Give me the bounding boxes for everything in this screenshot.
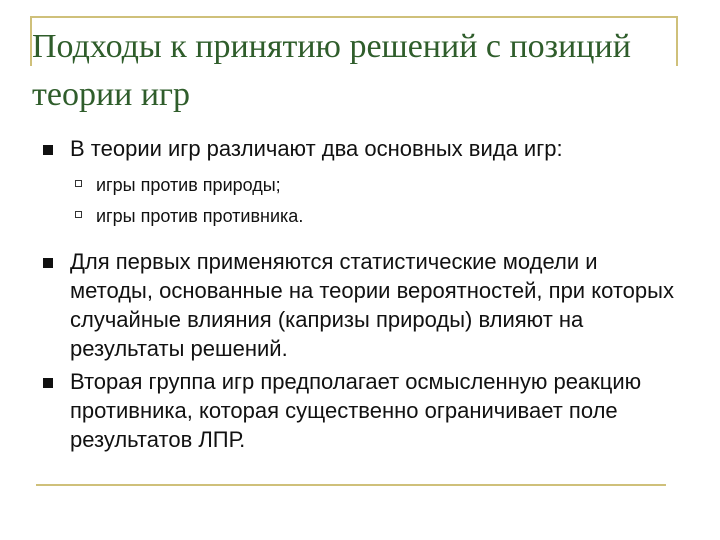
sub-bullet-text: игры против противника.	[96, 206, 304, 226]
bullet-text: Для первых применяются статистические модели и методы, основанные на теории вероятностей, при которых случайные влияния (капризы природы) влияют на результаты решений.	[70, 249, 674, 361]
square-bullet-icon	[43, 378, 53, 388]
sub-bullet-item-1	[40, 170, 680, 201]
sub-bullet-list	[40, 170, 680, 232]
sub-bullet-item-2	[40, 201, 680, 232]
square-bullet-icon	[43, 145, 53, 155]
slide-title: Подходы к принятию решений с позиций теории игр	[32, 28, 631, 113]
frame-right-line	[676, 16, 678, 66]
bullet-text: Вторая группа игр предполагает осмысленную реакцию противника, которая существенно ограничивает поле результатов ЛПР.	[70, 369, 642, 452]
bullet-text: В теории игр различают два основных вида игр:	[70, 136, 563, 161]
square-bullet-icon	[43, 258, 53, 268]
slide-content	[40, 134, 680, 454]
hollow-square-bullet-icon	[75, 180, 82, 187]
bullet-item-1	[40, 134, 680, 163]
frame-top-line	[30, 16, 678, 18]
sub-bullet-text: игры против природы;	[96, 175, 281, 195]
hollow-square-bullet-icon	[75, 211, 82, 218]
frame-bottom-line	[36, 484, 666, 486]
bullet-item-3	[40, 367, 680, 454]
bullet-item-2	[40, 247, 680, 363]
